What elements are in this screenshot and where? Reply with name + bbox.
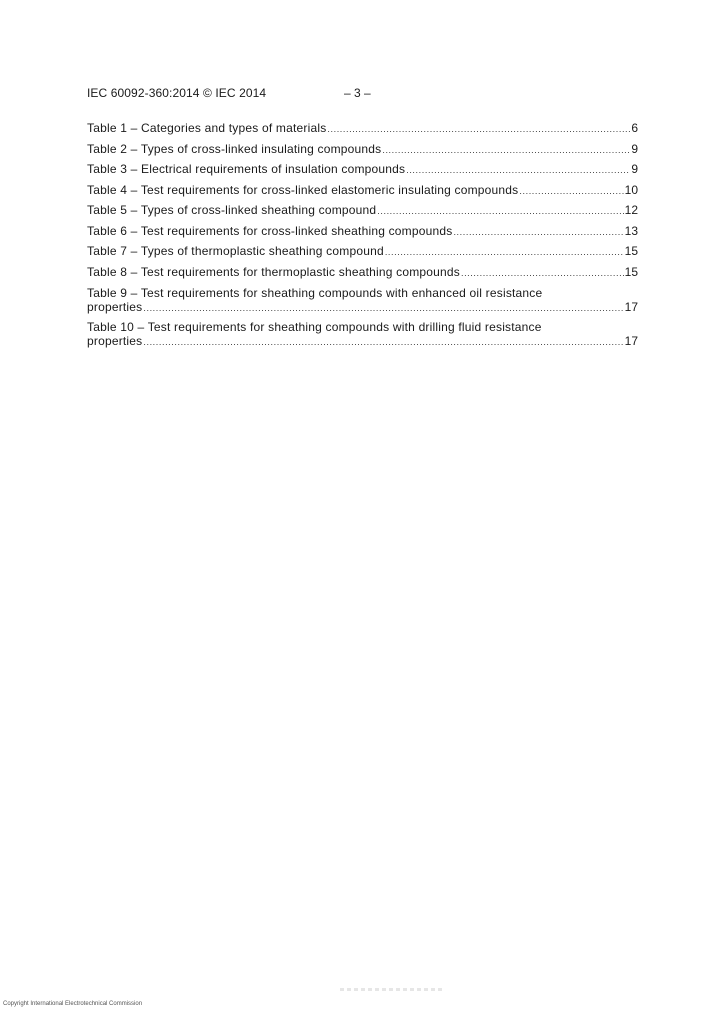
toc-entry-title: Table 2 – Types of cross-linked insulating compounds <box>87 141 382 156</box>
footer-smudge <box>340 988 444 991</box>
toc-entry-page: 6 <box>631 121 638 135</box>
toc-entry-title: Table 6 – Test requirements for cross-linked sheathing compounds <box>87 223 453 238</box>
dot-leader <box>519 182 623 202</box>
toc-entry-page: 17 <box>624 300 638 314</box>
dot-leader <box>382 141 630 161</box>
dot-leader <box>327 120 630 140</box>
dot-leader <box>143 301 623 315</box>
toc-entry-table-6[interactable] <box>87 222 638 243</box>
toc-entry-table-5[interactable] <box>87 201 638 222</box>
page-number: – 3 – <box>344 86 371 100</box>
toc-entry-table-2[interactable] <box>87 140 638 161</box>
toc-entry-title-continued: properties <box>87 334 143 348</box>
toc-entry-title-continued: properties <box>87 300 143 314</box>
toc-entry-table-7[interactable] <box>87 242 638 263</box>
toc-entry-table-4[interactable] <box>87 181 638 202</box>
toc-entry-page: 9 <box>631 162 638 176</box>
toc-entry-page: 10 <box>624 182 638 197</box>
toc-entry-title: Table 1 – Categories and types of materials <box>87 121 327 135</box>
toc-entry-title: Table 7 – Types of thermoplastic sheathing compound <box>87 244 384 258</box>
dot-leader <box>377 202 623 222</box>
toc-entry-page: 13 <box>624 223 638 238</box>
toc-entry-title: Table 4 – Test requirements for cross-linked elastomeric insulating compounds <box>87 182 519 197</box>
toc-entry-title: Table 3 – Electrical requirements of insulation compounds <box>87 162 406 176</box>
document-header: IEC 60092-360:2014 © IEC 2014 <box>87 86 267 100</box>
toc-entry-table-3[interactable] <box>87 160 638 181</box>
toc-entry-page: 17 <box>624 334 638 348</box>
toc-entry-table-10[interactable] <box>87 317 638 351</box>
dot-leader <box>453 223 623 243</box>
toc-entry-page: 15 <box>624 264 638 279</box>
dot-leader <box>385 243 624 263</box>
table-of-tables <box>87 119 638 351</box>
toc-entry-title: Table 8 – Test requirements for thermoplastic sheathing compounds <box>87 264 460 279</box>
toc-entry-page: 9 <box>631 141 638 156</box>
toc-entry-table-8[interactable] <box>87 263 638 284</box>
copyright-notice: Copyright International Electrotechnical Commission <box>3 1001 143 1007</box>
dot-leader <box>461 264 624 284</box>
toc-entry-table-1[interactable] <box>87 119 638 140</box>
toc-entry-title: Table 10 – Test requirements for sheathing compounds with drilling fluid resistance <box>87 320 542 334</box>
toc-entry-title: Table 5 – Types of cross-linked sheathing compound <box>87 203 377 217</box>
toc-entry-page: 12 <box>624 203 638 217</box>
toc-entry-title: Table 9 – Test requirements for sheathing compounds with enhanced oil resistance <box>87 286 543 300</box>
dot-leader <box>143 335 623 349</box>
toc-entry-table-9[interactable] <box>87 283 638 317</box>
dot-leader <box>406 161 630 181</box>
toc-entry-page: 15 <box>624 244 638 258</box>
